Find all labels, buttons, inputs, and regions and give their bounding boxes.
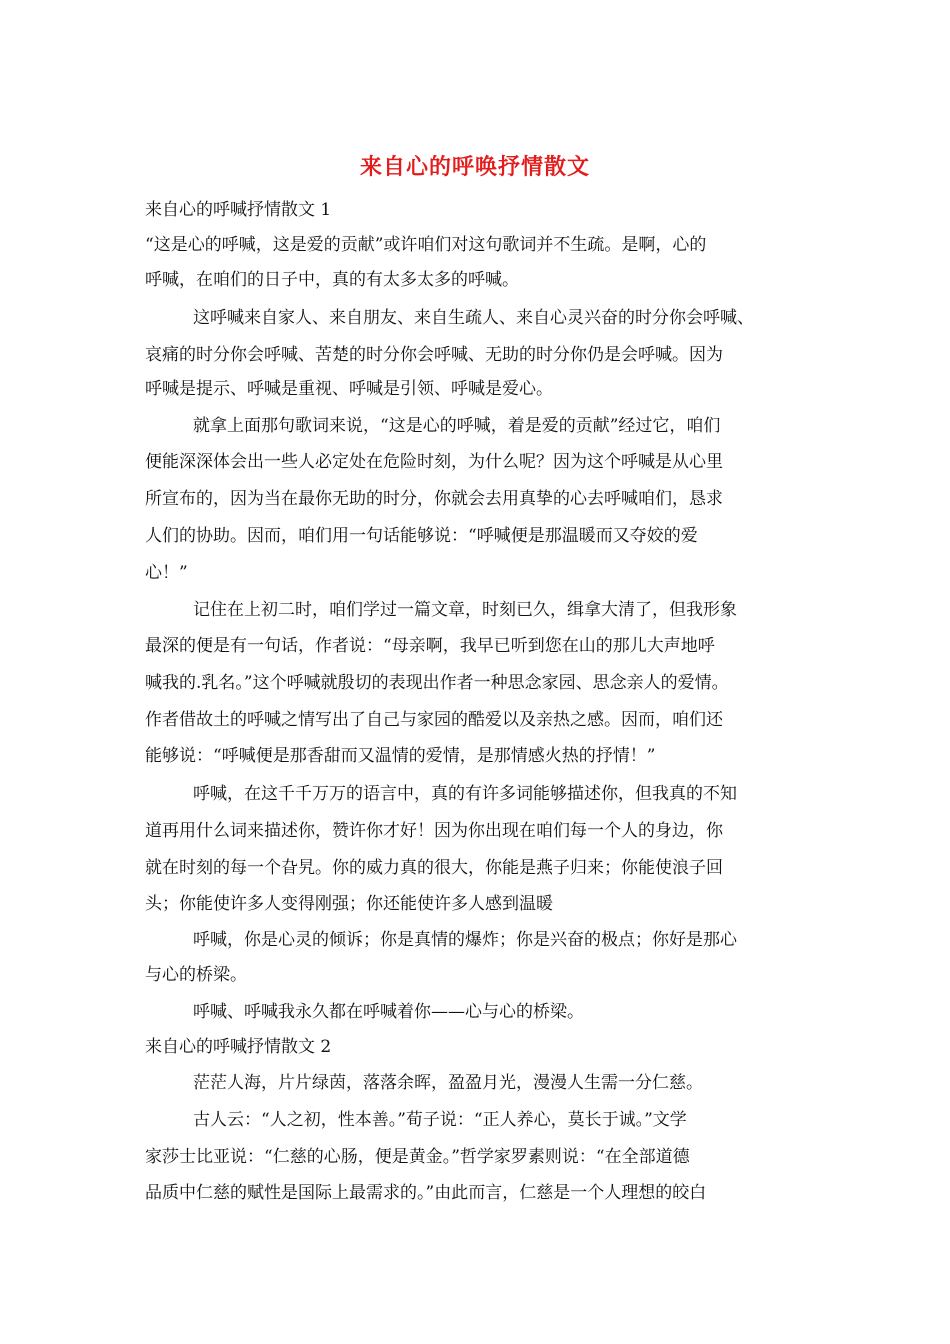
text-line: 这呼喊来自家人、来自朋友、来自生疏人、来自心灵兴奋的时分你会呼喊、 — [193, 308, 754, 328]
page-title: 来自心的呼唤抒情散文 — [359, 155, 590, 180]
text-line: 作者借故土的呼喊之情写出了自己与家园的酷爱以及亲热之感。因而，咱们还 — [145, 710, 723, 730]
text-line: 哀痛的时分你会呼喊、苦楚的时分你会呼喊、无助的时分你仍是会呼喊。因为 — [145, 345, 723, 365]
text-line: 便能深深体会出一些人必定处在危险时刻，为什么呢？因为这个呼喊是从心里 — [145, 452, 723, 472]
text-line: 品质中仁慈的赋性是国际上最需求的。”由此而言，仁慈是一个人理想的皎白 — [145, 1183, 707, 1203]
section-heading: 来自心的呼喊抒情散文 1 — [145, 200, 332, 220]
text-line: 呼喊是提示、呼喊是重视、呼喊是引领、呼喊是爱心。 — [145, 379, 553, 399]
text-line: 所宣布的，因为当在最你无助的时分，你就会去用真挚的心去呼喊咱们，恳求 — [145, 489, 723, 509]
text-line: 最深的便是有一句话，作者说：“母亲啊，我早已听到您在山的那儿大声地呼 — [145, 636, 715, 656]
text-line: 家莎士比亚说：“仁慈的心肠，便是黄金。”哲学家罗素则说：“在全部道德 — [145, 1147, 690, 1167]
text-line: “这是心的呼喊，这是爱的贡献”或许咱们对这句歌词并不生疏。是啊，心的 — [145, 235, 707, 255]
text-line: 头；你能使许多人变得刚强；你还能使许多人感到温暖 — [145, 894, 553, 914]
text-line: 就在时刻的每一个旮旯。你的威力真的很大，你能是燕子归来；你能使浪子回 — [145, 858, 723, 878]
text-line: 茫茫人海，片片绿茵，落落余晖，盈盈月光，漫漫人生需一分仁慈。 — [193, 1073, 703, 1093]
text-line: 呼喊，你是心灵的倾诉；你是真情的爆炸；你是兴奋的极点；你好是那心 — [193, 930, 737, 950]
text-line: 记住在上初二时，咱们学过一篇文章，时刻已久，缉拿大清了，但我形象 — [193, 600, 737, 620]
text-line: 呼喊，在咱们的日子中，真的有太多太多的呼喊。 — [145, 270, 519, 290]
section-heading: 来自心的呼喊抒情散文 2 — [145, 1037, 332, 1057]
text-line: 与心的桥梁。 — [145, 965, 247, 985]
text-line: 道再用什么词来描述你，赞许你才好！因为你出现在咱们每一个人的身边，你 — [145, 821, 723, 841]
text-line: 古人云：“人之初，性本善。”荀子说：“正人养心，莫长于诚。”文学 — [193, 1110, 687, 1130]
text-line: 呼喊、呼喊我永久都在呼喊着你——心与心的桥梁。 — [193, 1002, 584, 1022]
text-line: 人们的协助。因而，咱们用一句话能够说：“呼喊便是那温暖而又夺姣的爱 — [145, 526, 698, 546]
text-line: 呼喊，在这千千万万的语言中，真的有许多词能够描述你，但我真的不知 — [193, 784, 737, 804]
text-line: 喊我的.乳名。”这个呼喊就殷切的表现出作者一种思念家园、思念亲人的爱情。 — [145, 673, 729, 693]
text-line: 就拿上面那句歌词来说，“这是心的呼喊，着是爱的贡献”经过它，咱们 — [193, 416, 721, 436]
text-line: 能够说：“呼喊便是那香甜而又温情的爱情，是那情感火热的抒情！” — [145, 746, 656, 766]
text-line: 心！” — [145, 563, 188, 583]
